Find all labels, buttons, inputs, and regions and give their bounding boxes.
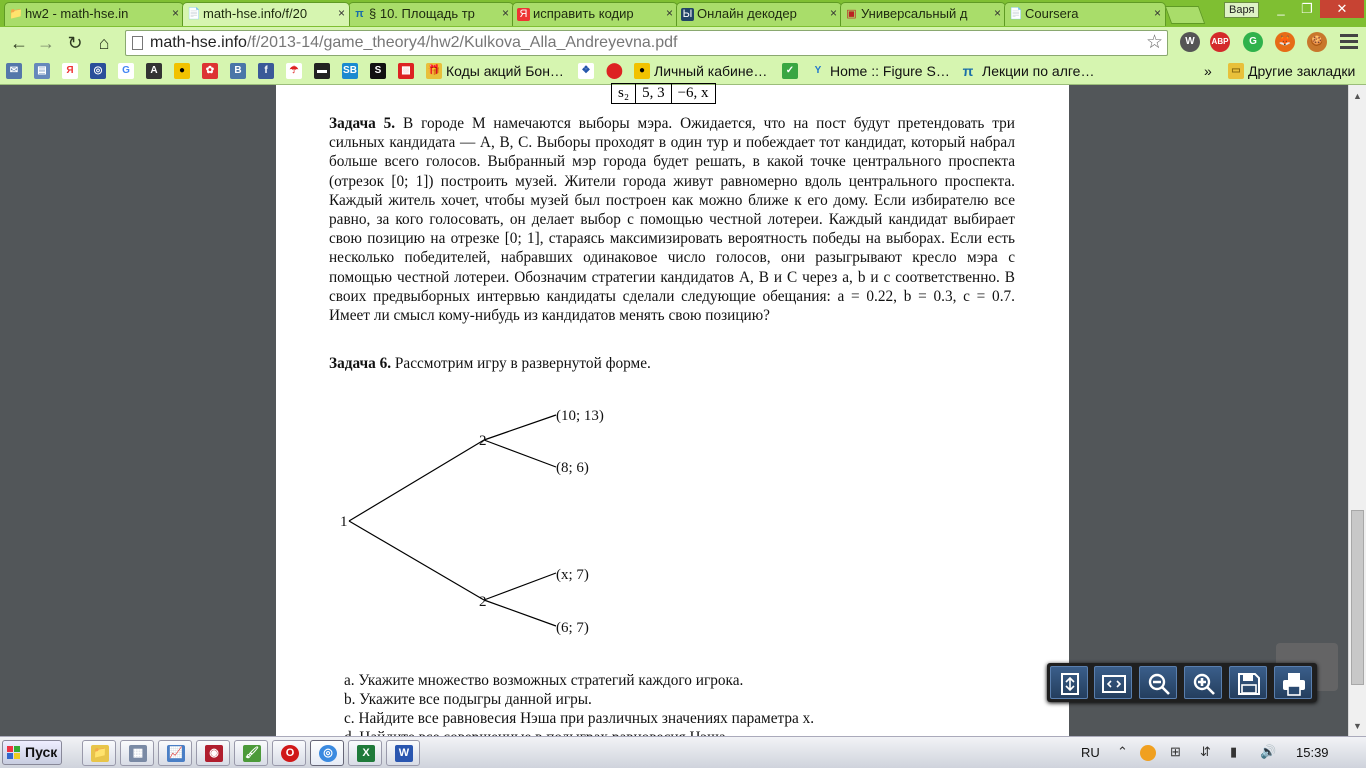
game-tree (334, 395, 634, 645)
payoff-label: (10; 13) (556, 408, 604, 424)
upper-node-label: 2 (479, 433, 487, 449)
tray-app-icon[interactable] (1140, 745, 1156, 761)
start-label: Пуск (25, 744, 58, 760)
close-tab-icon[interactable]: × (665, 6, 673, 20)
close-window-button[interactable]: ✕ (1320, 0, 1364, 18)
taskbar-media-app[interactable] (196, 740, 230, 766)
task5-text: В городе M намечаются выборы мэра. Ожидается, что на пост будут претендовать три сильных кандидата — A, B, C. Выборы проходят в один тур и побеждает тот кандидат, который набрал больше всего голосов. Выбранный мэр города будет решать, в какой точке центрального проспекта (отрезок [0; 1]) построить музей. Жители города живут равномерно вдоль центрального проспекта. Каждый житель хочет, чтобы музей был построен как можно ближе к его дому. Если избирателю все равно, за кого голосовать, он делает выбор с помощью честной лотереи. Каждый кандидат выбирает свою позицию на отрезке [0; 1], стараясь максимизировать вероятность победы на выборах. Если есть несколько победителей, набравших одинаковое число голосов, они разыгрывают кресло мэра с помощью честной лотереи. Обозначим стратегии кандидатов A, B и C через a, b и c соответственно. В своих предвыборных интервью кандидаты сделали следующие обещания: a = 0.22, b = 0.3, c = 0.7. Имеет ли смысл кому-нибудь из кандидатов менять свою позицию? (329, 115, 1015, 325)
beeline-icon[interactable]: ● (174, 63, 190, 79)
tab-coursera[interactable] (1004, 2, 1166, 26)
wikipedia-icon[interactable]: W (1180, 32, 1200, 52)
fit-page-button[interactable] (1050, 666, 1088, 699)
pdf-viewer[interactable] (0, 85, 1366, 736)
cookie-icon[interactable]: 🍪 (1307, 32, 1327, 52)
zoom-out-button[interactable] (1139, 666, 1177, 699)
tray-expand-icon[interactable]: ⌃ (1117, 744, 1128, 759)
bookmark-label[interactable]: Личный кабине… (654, 63, 768, 79)
bookmark-label[interactable]: Лекции по алге… (982, 63, 1095, 79)
archive-icon[interactable]: ▤ (34, 63, 50, 79)
menu-icon[interactable] (1340, 34, 1358, 52)
tab-universal[interactable] (840, 2, 1006, 26)
tab-title: math-hse.info/f/20 (203, 6, 308, 21)
task5-paragraph (329, 114, 1015, 325)
tree-edge (484, 440, 556, 467)
tab-title: hw2 - math-hse.in (25, 6, 129, 21)
clock[interactable]: 15:39 (1296, 745, 1329, 760)
beeline-icon: ● (634, 63, 650, 79)
question-c: c. Найдите все равновесия Нэша при различных значениях параметра x. (344, 710, 815, 727)
root-node-label: 1 (340, 514, 348, 530)
folder-icon: ▭ (1228, 63, 1244, 79)
task6-label: Задача 6. (329, 355, 392, 372)
tab-title: исправить кодир (533, 6, 634, 21)
tab-pdf[interactable] (182, 2, 350, 26)
taskbar (0, 736, 1366, 768)
language-indicator[interactable]: RU (1081, 745, 1100, 760)
page-icon (132, 36, 143, 50)
bookmark-label[interactable]: Home :: Figure S… (830, 63, 950, 79)
scroll-thumb[interactable] (1351, 510, 1364, 685)
table-cell: s₂ (612, 84, 636, 104)
bookmark-star-icon[interactable]: ☆ (1145, 32, 1163, 53)
minimize-button[interactable]: _ (1277, 1, 1285, 16)
mail-icon[interactable]: ✉ (6, 63, 22, 79)
red-icon[interactable]: ▩ (398, 63, 414, 79)
close-tab-icon[interactable]: × (1153, 6, 1161, 20)
tree-edge (484, 600, 556, 626)
avito-icon[interactable]: A (146, 63, 162, 79)
task5-label: Задача 5. (329, 115, 396, 132)
flower-icon[interactable]: ✿ (202, 63, 218, 79)
table-row (612, 84, 716, 104)
facebook-icon[interactable]: f (258, 63, 274, 79)
back-icon[interactable]: ← (10, 33, 28, 53)
zoom-in-button[interactable] (1184, 666, 1222, 699)
tree-edge (349, 440, 484, 521)
taskbar-chart-app[interactable] (158, 740, 192, 766)
paint-icon: 🖌 (243, 745, 261, 762)
pi-icon: π (962, 63, 974, 79)
fit-width-icon (1102, 672, 1126, 696)
umbrella-icon[interactable]: ☂ (286, 63, 302, 79)
task6-paragraph (329, 354, 1015, 373)
folder-icon: 📁 (9, 8, 23, 20)
close-tab-icon[interactable]: × (993, 6, 1001, 20)
zoom-in-icon (1192, 672, 1216, 696)
figure-icon: Y (814, 65, 822, 76)
tab-title: Coursera (1025, 6, 1079, 21)
calculator-icon: ▦ (129, 745, 147, 762)
tab-title: Универсальный д (861, 6, 968, 21)
page-icon: 📄 (1009, 8, 1023, 20)
tab-area[interactable] (348, 2, 514, 26)
firefox-icon[interactable]: 🦊 (1275, 32, 1295, 52)
home-icon[interactable]: ⌂ (98, 33, 110, 53)
tab-strip (0, 0, 1366, 27)
browser-chrome (0, 0, 1366, 85)
save-button[interactable] (1229, 666, 1267, 699)
vk-icon[interactable]: B (230, 63, 246, 79)
map-pin-icon[interactable]: ⬤ (606, 62, 623, 79)
tab-decoder[interactable] (676, 2, 842, 26)
bookmarks-bar (0, 59, 1366, 85)
excel-icon: X (357, 745, 375, 762)
taskbar-calculator[interactable] (120, 740, 154, 766)
grammar-icon[interactable]: G (1243, 32, 1263, 52)
close-tab-icon[interactable]: × (501, 6, 509, 20)
lower-node-label: 2 (479, 594, 487, 610)
sb-icon[interactable]: SB (342, 63, 358, 79)
forward-icon[interactable]: → (37, 33, 55, 53)
pi-icon: π (355, 8, 364, 20)
chart-icon: 📈 (167, 745, 185, 762)
usb-icon[interactable]: ⇵ (1200, 744, 1211, 759)
user-badge[interactable]: Варя (1224, 2, 1259, 18)
tab-title: Онлайн декодер (697, 6, 797, 21)
tab-title: § 10. Площадь тр (369, 6, 475, 21)
fit-width-button[interactable] (1094, 666, 1132, 699)
zoom-out-icon (1147, 672, 1171, 696)
pdf-page (276, 85, 1069, 736)
google-icon[interactable]: G (118, 63, 134, 79)
reload-icon[interactable]: ↻ (67, 33, 83, 53)
word-icon: W (395, 745, 413, 762)
address-url[interactable]: math-hse.info/f/2013-14/game_theory4/hw2/Kulkova_Alla_Andreyevna.pdf (150, 34, 678, 51)
page-icon: 📄 (187, 8, 201, 20)
start-button[interactable] (2, 740, 62, 765)
yandex-icon: Я (517, 8, 530, 21)
close-tab-icon[interactable]: × (171, 6, 179, 20)
sber-icon[interactable]: ✓ (782, 63, 798, 79)
opera-icon: O (281, 745, 299, 762)
bookmarks-more-icon[interactable]: » (1204, 63, 1212, 79)
close-tab-icon[interactable]: × (337, 6, 345, 20)
folder-icon: 📁 (91, 745, 109, 762)
windows-icon[interactable]: ⊞ (1170, 744, 1181, 759)
restore-button[interactable]: ❐ (1301, 1, 1313, 16)
chrome-icon: ◎ (319, 745, 337, 762)
close-tab-icon[interactable]: × (829, 6, 837, 20)
task6-text: Рассмотрим игру в развернутой форме. (394, 355, 651, 372)
payoff-label: (8; 6) (556, 460, 589, 476)
network-icon[interactable]: ▮ (1230, 744, 1238, 759)
strategy-table (611, 83, 716, 104)
media-icon: ◉ (205, 745, 223, 762)
eagle-icon[interactable]: ❖ (578, 63, 594, 79)
scroll-up-icon[interactable]: ▲ (1353, 91, 1362, 101)
universal-icon: ▣ (846, 8, 857, 20)
payoff-label: (6; 7) (556, 620, 589, 636)
scroll-down-icon[interactable]: ▼ (1353, 721, 1362, 731)
question-b: b. Укажите все подыгры данной игры. (344, 691, 592, 708)
tree-edge (349, 521, 484, 600)
taskbar-word[interactable] (386, 740, 420, 766)
tree-edge (484, 415, 556, 440)
address-bar[interactable] (125, 30, 1168, 56)
decoder-icon: Ы (682, 8, 693, 20)
adblock-icon[interactable]: ABP (1210, 32, 1230, 52)
tree-edge (484, 573, 556, 600)
vertical-scrollbar[interactable] (1348, 85, 1366, 736)
gift-icon: 🎁 (426, 63, 442, 79)
other-bookmarks[interactable]: Другие закладки (1248, 63, 1356, 79)
tab-yandex[interactable] (512, 2, 678, 26)
bookmark-label[interactable]: Коды акций Бон… (446, 63, 564, 79)
table-cell: 5, 3 (636, 84, 672, 104)
fit-page-icon (1058, 672, 1082, 696)
taskbar-opera[interactable] (272, 740, 306, 766)
target-icon[interactable]: ◎ (90, 63, 106, 79)
table-cell: −6, x (671, 84, 715, 104)
taskbar-paint-app[interactable] (234, 740, 268, 766)
print-icon (1282, 672, 1306, 696)
navigation-bar (0, 27, 1366, 59)
taskbar-explorer[interactable] (82, 740, 116, 766)
scribd-icon[interactable]: S (370, 63, 386, 79)
save-icon (1237, 672, 1261, 696)
taskbar-chrome[interactable] (310, 740, 344, 766)
volume-icon[interactable]: 🔊 (1260, 744, 1277, 759)
windows-flag-icon (7, 746, 21, 759)
payoff-label: (x; 7) (556, 567, 589, 583)
yandex-icon[interactable]: Я (62, 63, 78, 79)
new-tab-button[interactable] (1165, 6, 1206, 24)
question-a: a. Укажите множество возможных стратегий каждого игрока. (344, 672, 744, 689)
tab-hw2[interactable] (4, 2, 184, 26)
taskbar-excel[interactable] (348, 740, 382, 766)
pdf-toolbar (1047, 663, 1317, 702)
tv-icon[interactable]: ▬ (314, 63, 330, 79)
print-button[interactable] (1274, 666, 1312, 699)
